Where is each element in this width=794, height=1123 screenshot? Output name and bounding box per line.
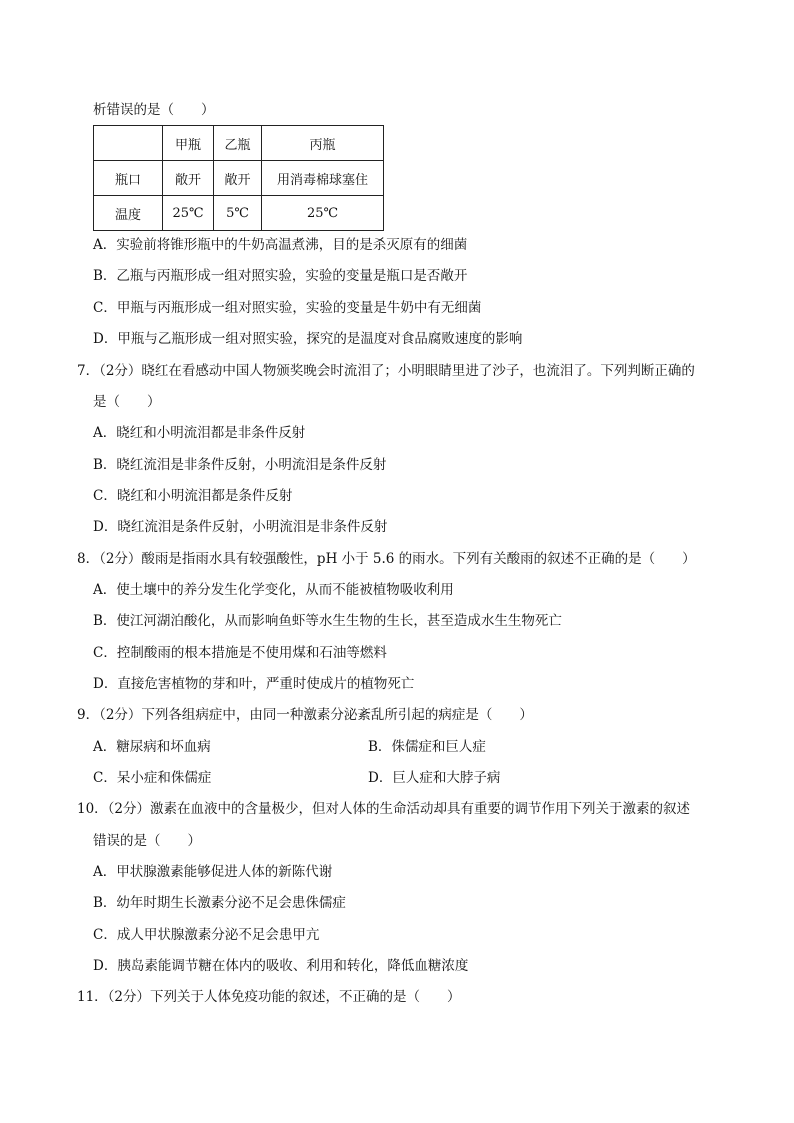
table-cell: 25℃ <box>163 196 214 231</box>
q10-stem-cont: 错误的是（ ） <box>93 833 201 849</box>
q8-option-c: C．控制酸雨的根本措施是不使用煤和石油等燃料 <box>93 645 387 661</box>
q9-stem: 9．（2分）下列各组病症中，由同一种激素分泌紊乱所引起的病症是（ ） <box>77 707 533 723</box>
q6-option-b: B．乙瓶与丙瓶形成一组对照实验，实验的变量是瓶口是否敞开 <box>93 268 468 284</box>
q10-option-a: A．甲状腺激素能够促进人体的新陈代谢 <box>93 864 333 880</box>
q10-option-c: C．成人甲状腺激素分泌不足会患甲亢 <box>93 927 320 943</box>
q9-option-c: C．呆小症和侏儒症 <box>93 770 212 786</box>
table-cell: 25℃ <box>262 196 384 231</box>
q11-stem: 11．（2分）下列关于人体免疫功能的叙述，不正确的是（ ） <box>77 989 461 1005</box>
q8-option-d: D．直接危害植物的芽和叶，严重时使成片的植物死亡 <box>93 676 415 692</box>
q7-option-b: B．晓红流泪是非条件反射，小明流泪是条件反射 <box>93 457 387 473</box>
q6-option-d: D．甲瓶与乙瓶形成一组对照实验，探究的是温度对食品腐败速度的影响 <box>93 331 523 347</box>
table-cell: 乙瓶 <box>214 126 262 161</box>
q10-option-b: B．幼年时期生长激素分泌不足会患侏儒症 <box>93 895 346 911</box>
q8-stem: 8．（2分）酸雨是指雨水具有较强酸性，pH 小于 5.6 的雨水。下列有关酸雨的叙述不正确的是（ ） <box>77 551 696 567</box>
table-cell: 瓶口 <box>94 161 163 196</box>
q7-option-d: D．晓红流泪是条件反射，小明流泪是非条件反射 <box>93 519 388 535</box>
q9-option-a: A．糖尿病和坏血病 <box>93 739 211 755</box>
experiment-table <box>93 125 384 231</box>
q8-option-a: A．使土壤中的养分发生化学变化，从而不能被植物吸收利用 <box>93 582 454 598</box>
q10-option-d: D．胰岛素能调节糖在体内的吸收、利用和转化，降低血糖浓度 <box>93 958 469 974</box>
question-6-stem-tail: 析错误的是（ ） <box>93 102 215 118</box>
table-cell: 甲瓶 <box>163 126 214 161</box>
q6-option-a: A．实验前将锥形瓶中的牛奶高温煮沸，目的是杀灭原有的细菌 <box>93 237 468 253</box>
table-cell: 5℃ <box>214 196 262 231</box>
q7-option-a: A．晓红和小明流泪都是非条件反射 <box>93 425 306 441</box>
q7-option-c: C．晓红和小明流泪都是条件反射 <box>93 488 293 504</box>
table-row <box>94 196 384 231</box>
table-cell <box>94 126 163 161</box>
q8-option-b: B．使江河湖泊酸化，从而影响鱼虾等水生生物的生长，甚至造成水生生物死亡 <box>93 613 562 629</box>
q9-option-b: B．侏儒症和巨人症 <box>368 739 486 755</box>
table-cell: 用消毒棉球塞住 <box>262 161 384 196</box>
q10-stem: 10．（2分）激素在血液中的含量极少，但对人体的生命活动却具有重要的调节作用下列关于激素的叙述 <box>77 801 691 817</box>
q9-option-d: D．巨人症和大脖子病 <box>368 770 501 786</box>
table-cell: 丙瓶 <box>262 126 384 161</box>
table-cell: 敞开 <box>163 161 214 196</box>
table-header-row <box>94 126 384 161</box>
table-row <box>94 161 384 196</box>
table-cell: 温度 <box>94 196 163 231</box>
q7-stem-cont: 是（ ） <box>93 394 161 410</box>
q7-stem: 7．（2分）晓红在看感动中国人物颁奖晚会时流泪了；小明眼睛里进了沙子，也流泪了。下列判断正确的 <box>77 363 695 379</box>
table-cell: 敞开 <box>214 161 262 196</box>
q6-option-c: C．甲瓶与丙瓶形成一组对照实验，实验的变量是牛奶中有无细菌 <box>93 300 482 316</box>
